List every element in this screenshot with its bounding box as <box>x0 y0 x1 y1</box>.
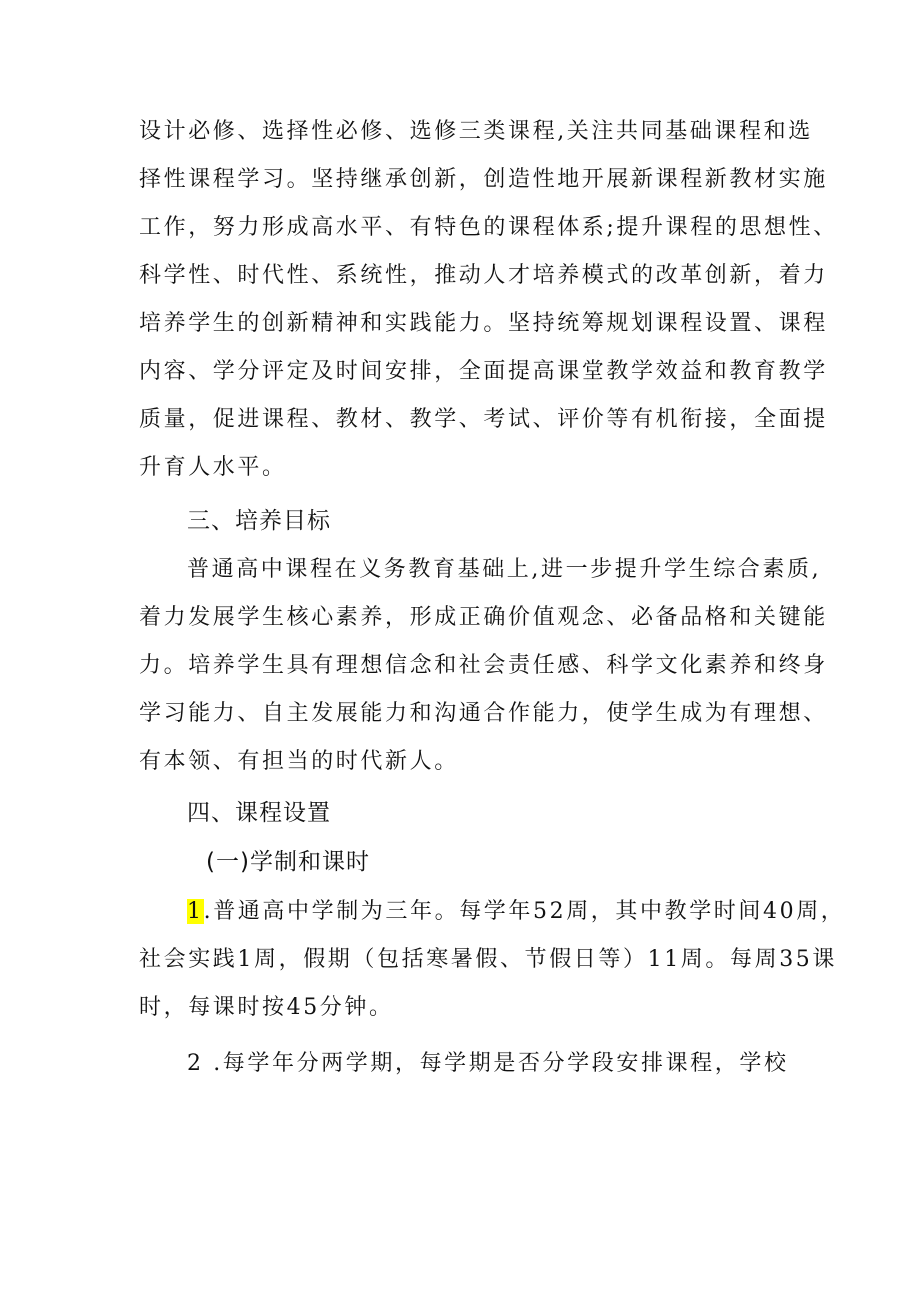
section2-line-1: 设计必修、选择性必修、选修三类课程,关注共同基础课程和选 <box>139 119 813 144</box>
section2-line-8: 升育人水平。 <box>139 455 287 480</box>
item2-first-line: 2 .每学年分两学期，每学期是否分学段安排课程，学校 <box>187 1051 789 1076</box>
section4-subheading: (一)学制和课时 <box>206 849 370 875</box>
section3-line-1: 普通高中课程在义务教育基础上,进一步提升学生综合素质, <box>187 557 822 582</box>
item1-first-line-text: .普通高中学制为三年。每学年52周，其中教学时间40周， <box>203 899 846 924</box>
section3-line-2: 着力发展学生核心素养，形成正确价值观念、必备品格和关键能 <box>139 605 828 630</box>
section3-line-4: 学习能力、自主发展能力和沟通合作能力，使学生成为有理想、 <box>139 701 828 726</box>
section2-line-7: 质量，促进课程、教材、教学、考试、评价等有机衔接，全面提 <box>139 407 828 432</box>
section3-heading: 三、培养目标 <box>187 508 331 534</box>
item1-line-3: 时，每课时按45分钟。 <box>139 995 394 1020</box>
item1-first-line <box>187 896 846 928</box>
section2-line-5: 培养学生的创新精神和实践能力。坚持统筹规划课程设置、课程 <box>139 311 828 336</box>
item1-line-2: 社会实践1周，假期（包括寒暑假、节假日等）11周。每周35课 <box>139 947 837 972</box>
item1-number-highlight: 1 <box>187 899 204 924</box>
section2-line-3: 工作，努力形成高水平、有特色的课程体系;提升课程的思想性、 <box>139 215 838 240</box>
section2-line-4: 科学性、时代性、系统性，推动人才培养模式的改革创新，着力 <box>139 263 828 288</box>
section4-heading: 四、课程设置 <box>187 800 331 826</box>
section3-line-3: 力。培养学生具有理想信念和社会责任感、科学文化素养和终身 <box>139 653 828 678</box>
section3-line-5: 有本领、有担当的时代新人。 <box>139 749 459 774</box>
section2-line-6: 内容、学分评定及时间安排，全面提高课堂教学效益和教育教学 <box>139 359 828 384</box>
section2-line-2: 择性课程学习。坚持继承创新，创造性地开展新课程新教材实施 <box>139 167 828 192</box>
